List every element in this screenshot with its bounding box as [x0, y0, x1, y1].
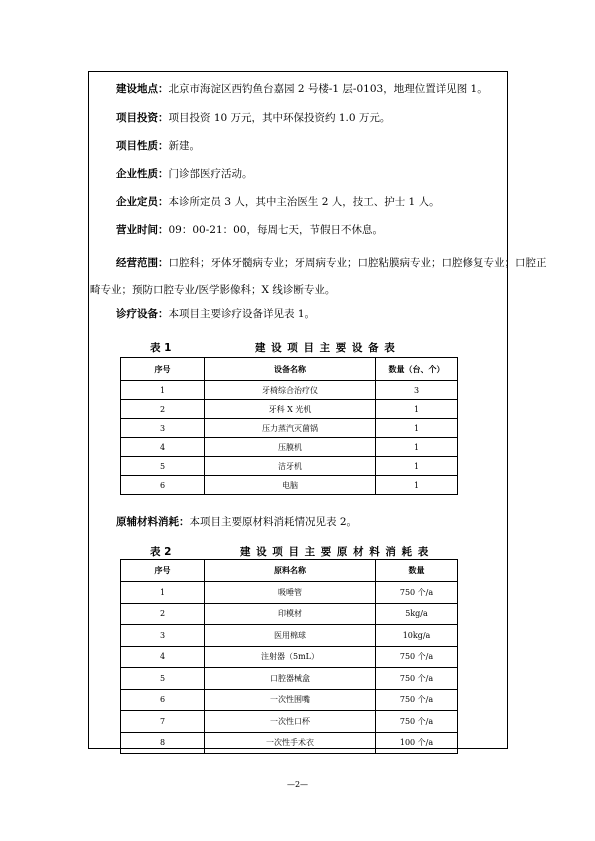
table-cell: 1 [121, 381, 205, 400]
table-cell: 2 [121, 603, 205, 625]
table-cell: 8 [121, 732, 205, 754]
table-cell: 100 个/a [376, 732, 458, 754]
table-cell: 医用棉球 [205, 625, 376, 647]
table-cell: 3 [121, 625, 205, 647]
table-cell: 1 [376, 400, 458, 419]
table-cell: 750 个/a [376, 689, 458, 711]
paragraph-hours: 营业时间：09：00-21：00，每周七天，节假日不休息。 [116, 224, 383, 236]
table-row [121, 457, 458, 476]
table-cell: 1 [376, 438, 458, 457]
table-cell: 750 个/a [376, 668, 458, 690]
table-cell: 电脑 [205, 476, 376, 495]
table-cell: 一次性围嘴 [205, 689, 376, 711]
table-cell: 3 [121, 419, 205, 438]
page-number: —2— [286, 780, 309, 789]
column-header: 设备名称 [205, 358, 376, 381]
table-row [121, 419, 458, 438]
table-cell: 注射器（5mL） [205, 646, 376, 668]
table-header-row [121, 560, 458, 582]
table-cell: 1 [121, 582, 205, 604]
table-row [121, 400, 458, 419]
table-header-row [121, 358, 458, 381]
paragraph-enterprise-nature: 企业性质：门诊部医疗活动。 [116, 168, 253, 180]
table-row [121, 438, 458, 457]
table-cell: 750 个/a [376, 582, 458, 604]
materials-table [120, 559, 458, 754]
table1-number: 表 1 [150, 342, 172, 354]
table-row [121, 732, 458, 754]
table2-title: 建 设 项 目 主 要 原 材 料 消 耗 表 [240, 546, 430, 558]
paragraph-nature: 项目性质：新建。 [116, 140, 200, 152]
paragraph-materials: 原辅材料消耗：本项目主要原材料消耗情况见表 2。 [116, 516, 358, 528]
table-row [121, 625, 458, 647]
table-cell: 6 [121, 476, 205, 495]
table2-number: 表 2 [150, 546, 172, 558]
table-cell: 5 [121, 668, 205, 690]
table-cell: 口腔器械盒 [205, 668, 376, 690]
table-cell: 一次性手术衣 [205, 732, 376, 754]
table-cell: 印模材 [205, 603, 376, 625]
table-cell: 一次性口杯 [205, 711, 376, 733]
paragraph-staffing: 企业定员：本诊所定员 3 人，其中主治医生 2 人，技工、护士 1 人。 [116, 196, 440, 208]
equipment-table [120, 357, 458, 495]
table-row [121, 646, 458, 668]
table-cell: 4 [121, 438, 205, 457]
column-header: 序号 [121, 560, 205, 582]
table-cell: 3 [376, 381, 458, 400]
table-row [121, 603, 458, 625]
paragraph-location: 建设地点：北京市海淀区西钓鱼台嘉园 2 号楼-1 层-0103，地理位置详见图 1。 [116, 83, 488, 95]
table-cell: 牙椅综合治疗仪 [205, 381, 376, 400]
table-cell: 4 [121, 646, 205, 668]
table-cell: 6 [121, 689, 205, 711]
table-cell: 牙科 X 光机 [205, 400, 376, 419]
table-row [121, 668, 458, 690]
table-row [121, 582, 458, 604]
table-cell: 1 [376, 476, 458, 495]
column-header: 数量 [376, 560, 458, 582]
table-cell: 1 [376, 457, 458, 476]
table-row [121, 689, 458, 711]
table-cell: 5kg/a [376, 603, 458, 625]
table-cell: 7 [121, 711, 205, 733]
table-row [121, 711, 458, 733]
column-header: 原料名称 [205, 560, 376, 582]
table-cell: 5 [121, 457, 205, 476]
paragraph-scope: 经营范围：口腔科；牙体牙髓病专业；牙周病专业；口腔粘膜病专业；口腔修复专业；口腔正畸专业；预防口腔专业/医学影像科；X 线诊断专业。 [90, 257, 547, 296]
table-cell: 压力蒸汽灭菌锅 [205, 419, 376, 438]
paragraph-investment: 项目投资：项目投资 10 万元，其中环保投资约 1.0 万元。 [116, 112, 391, 124]
table-cell: 1 [376, 419, 458, 438]
table-cell: 10kg/a [376, 625, 458, 647]
column-header: 序号 [121, 358, 205, 381]
paragraph-equipment: 诊疗设备：本项目主要诊疗设备详见表 1。 [116, 308, 316, 320]
table-cell: 压膜机 [205, 438, 376, 457]
table-cell: 750 个/a [376, 711, 458, 733]
table-row [121, 381, 458, 400]
table-cell: 吸唾管 [205, 582, 376, 604]
column-header: 数量（台、个） [376, 358, 458, 381]
table-row [121, 476, 458, 495]
table1-title: 建 设 项 目 主 要 设 备 表 [255, 342, 396, 354]
table-cell: 750 个/a [376, 646, 458, 668]
table-cell: 洁牙机 [205, 457, 376, 476]
table-cell: 2 [121, 400, 205, 419]
